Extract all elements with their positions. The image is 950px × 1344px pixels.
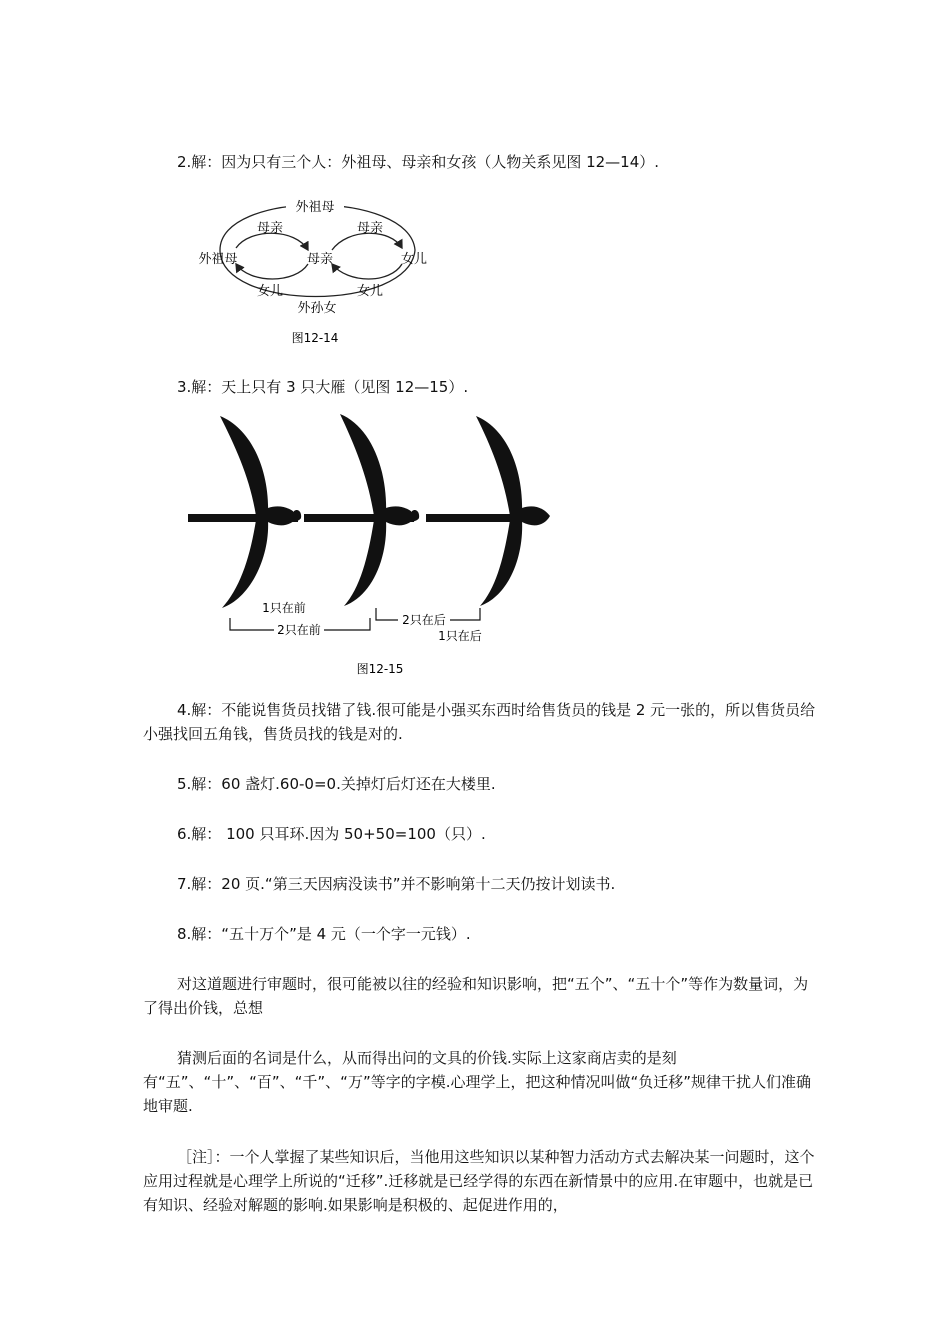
goose-2 (304, 414, 419, 606)
label-left: 外祖母 (198, 252, 238, 267)
label-center: 母亲 (306, 252, 334, 267)
explanation-1: 对这道题进行审题时，很可能被以往的经验和知识影响，把“五个”、“五十个”等作为数量词，为了得出价钱，总想 (143, 975, 809, 1017)
label-2-back: 2只在后 (402, 613, 446, 627)
answer-7: 7.解：20 页.“第三天因病没读书”并不影响第十二天仍按计划读书. (177, 875, 616, 893)
answer-8: 8.解：“五十万个”是 4 元（一个字一元钱）. (177, 925, 471, 943)
arrow-lower-left (236, 264, 308, 279)
label-upper-right: 母亲 (356, 221, 384, 236)
label-right: 女儿 (400, 252, 428, 267)
label-bottom: 外孙女 (297, 301, 337, 316)
figure-12-14 (190, 192, 440, 352)
label-lower-left: 女儿 (256, 284, 284, 299)
arrow-lower-right (332, 264, 402, 279)
label-top: 外祖母 (295, 200, 335, 215)
figure-caption: 图12-14 (291, 331, 339, 345)
answer-2: 2.解：因为只有三个人：外祖母、母亲和女孩（人物关系见图 12—14）. (177, 153, 660, 171)
answer-5: 5.解：60 盏灯.60-0=0.关掉灯后灯还在大楼里. (177, 775, 496, 793)
label-upper-left: 母亲 (256, 221, 284, 236)
note-paragraph: ［注］：一个人掌握了某些知识后，当他用这些知识以某种智力活动方式去解决某一问题时，这个应用过程就是心理学上所说的“迁移”.迁移就是已经学得的东西在新情景中的应用.在审题中，也就是已有知识、经验对解题的影响.如果影响是积极的、起促进作用的， (143, 1148, 815, 1214)
goose-1 (188, 416, 301, 608)
explanation-2: 猜测后面的名词是什么，从而得出问的文具的价钱.实际上这家商店卖的是刻有“五”、“十”、“百”、“千”、“万”等字的字模.心理学上，把这种情况叫做“负迁移”规律干扰人们准确地审题. (143, 1049, 812, 1115)
answer-3: 3.解：天上只有 3 只大雁（见图 12—15）. (177, 378, 469, 396)
label-lower-right: 女儿 (356, 284, 384, 299)
outer-ellipse (220, 205, 415, 297)
answer-4: 4.解：不能说售货员找错了钱.很可能是小强买东西时给售货员的钱是 2 元一张的，所以售货员给小强找回五角钱，售货员找的钱是对的. (143, 701, 816, 743)
answer-6: 6.解： 100 只耳环.因为 50+50=100（只）. (177, 825, 486, 843)
label-2-front: 2只在前 (277, 623, 321, 637)
label-1-back: 1只在后 (438, 629, 482, 643)
goose-3 (426, 416, 550, 606)
label-1-front: 1只在前 (262, 601, 306, 615)
figure-caption: 图12-15 (356, 662, 404, 676)
figure-12-15 (180, 408, 570, 680)
